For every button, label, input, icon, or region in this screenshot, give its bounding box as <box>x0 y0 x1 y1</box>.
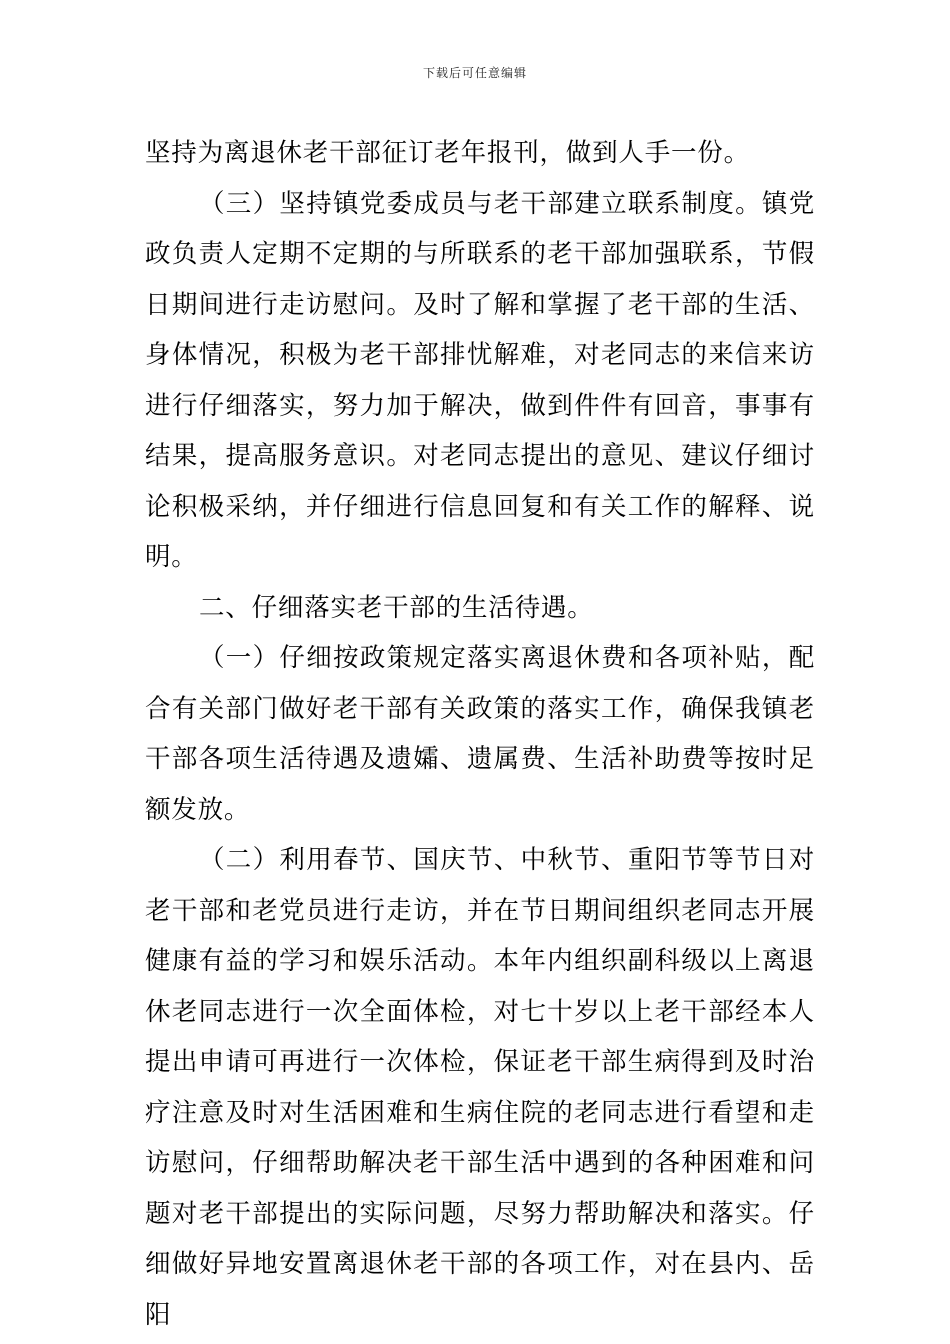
paragraph-2: （三）坚持镇党委成员与老干部建立联系制度。镇党政负责人定期不定期的与所联系的老干部加强联系，节假日期间进行走访慰问。及时了解和掌握了老干部的生活、身体情况，积极为老干部排忧解难，对老同志的来信来访进行仔细落实，努力加于解决，做到件件有回音，事事有结果，提高服务意识。对老同志提出的意见、建议仔细讨论积极采纳，并仔细进行信息回复和有关工作的解释、说明。 <box>145 188 815 572</box>
page-header-note: 下载后可任意编辑 <box>422 66 527 80</box>
section-heading-2: 二、仔细落实老干部的生活待遇。 <box>199 592 594 623</box>
paragraph-4: （二）利用春节、国庆节、中秋节、重阳节等节日对老干部和老党员进行走访，并在节日期间组织老同志开展健康有益的学习和娱乐活动。本年内组织副科级以上离退休老同志进行一次全面体检，对七十岁以上老干部经本人提出申请可再进行一次体检，保证老干部生病得到及时治疗注意及时对生活困难和生病住院的老同志进行看望和走访慰问，仔细帮助解决老干部生活中遇到的各种困难和问题对老干部提出的实际问题，尽努力帮助解决和落实。仔细做好异地安置离退休老干部的各项工作，对在县内、岳阳 <box>145 845 815 1330</box>
document-body <box>145 128 815 1340</box>
paragraph-3: （一）仔细按政策规定落实离退休费和各项补贴，配合有关部门做好老干部有关政策的落实工作，确保我镇老干部各项生活待遇及遗孀、遗属费、生活补助费等按时足额发放。 <box>145 643 815 825</box>
paragraph-1: 坚持为离退休老干部征订老年报刊，做到人手一份。 <box>145 138 750 168</box>
